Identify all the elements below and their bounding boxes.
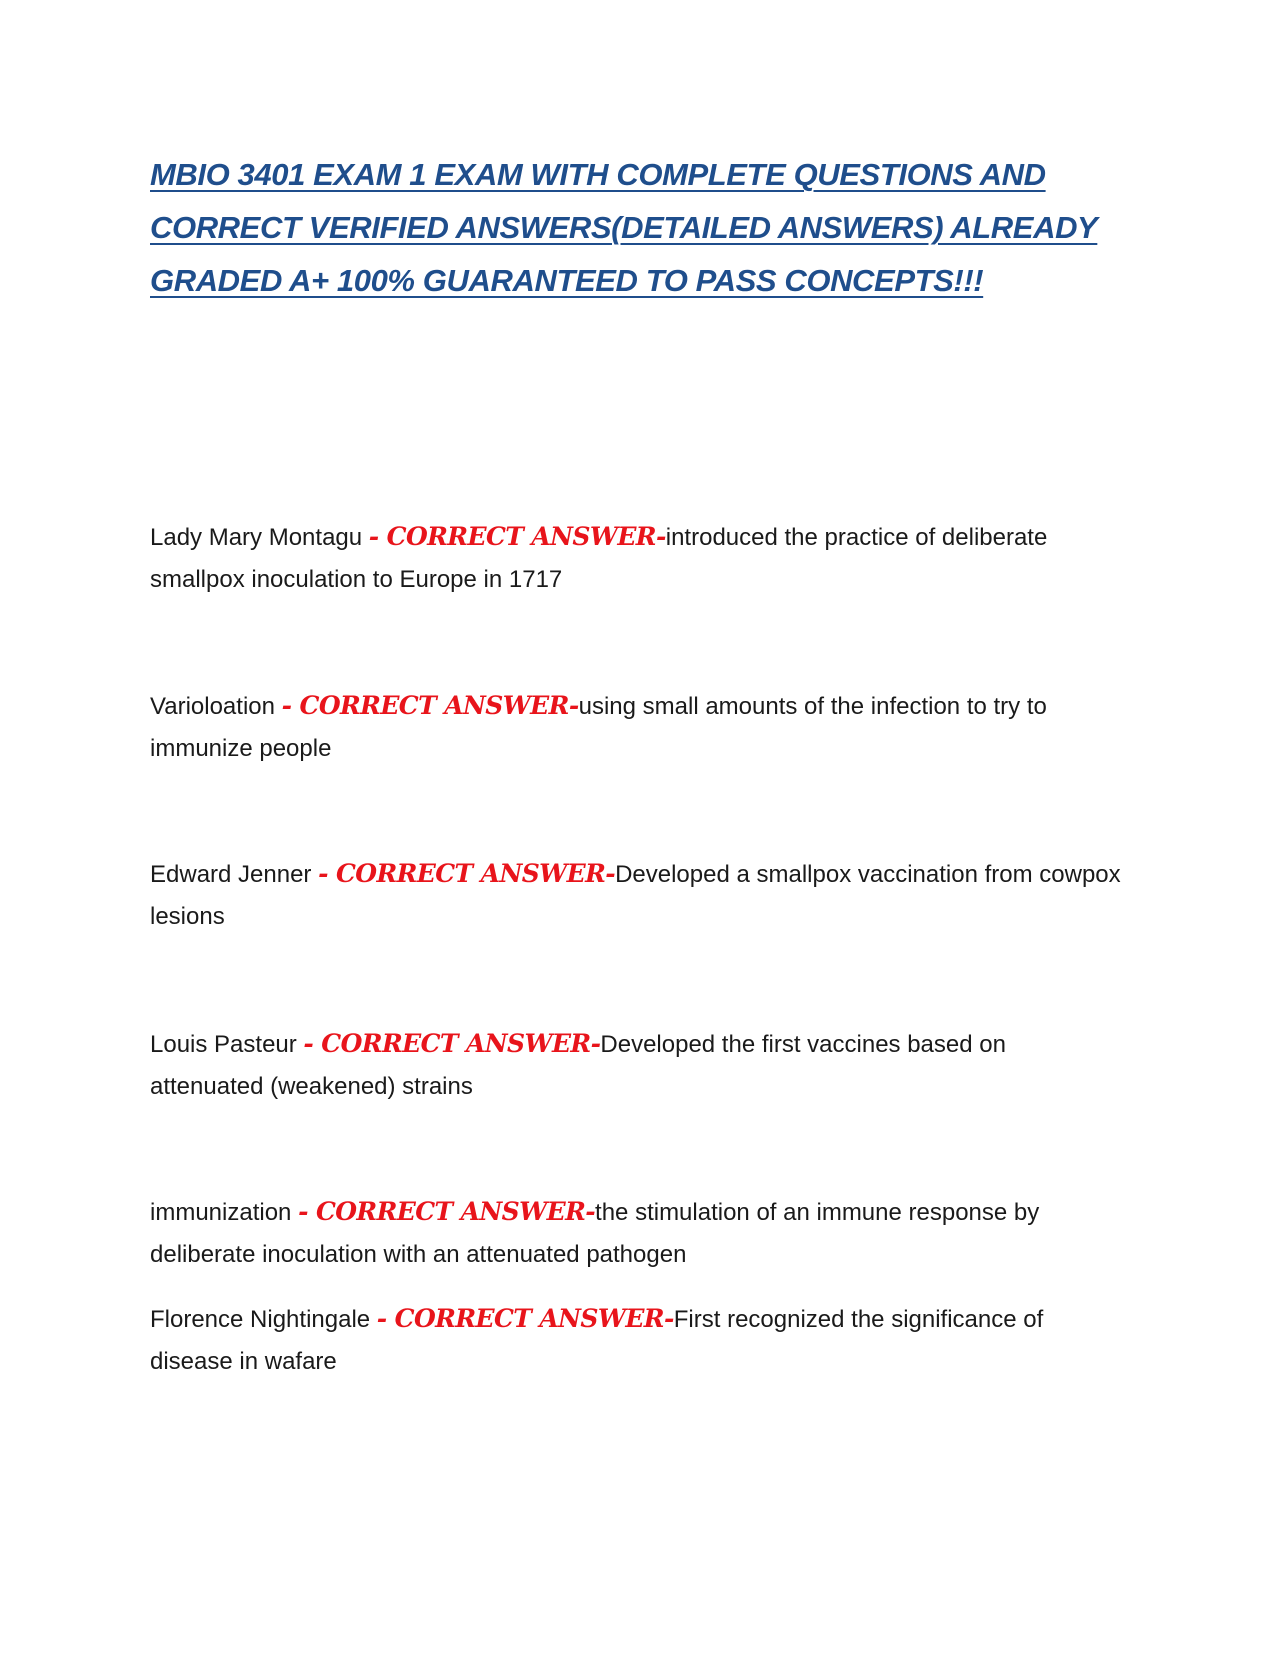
definition: Developed a smallpox vaccination from cowpox lesions	[150, 861, 1121, 930]
answer-separator: - CORRECT ANSWER-	[298, 1197, 596, 1226]
answer-separator: - CORRECT ANSWER-	[303, 1029, 601, 1058]
term: immunization	[150, 1199, 299, 1226]
qa-entry	[150, 853, 1125, 938]
answer-separator: - CORRECT ANSWER-	[281, 691, 579, 720]
definition: using small amounts of the infection to try to immunize people	[150, 693, 1047, 762]
definition: First recognized the significance of disease in wafare	[150, 1306, 1044, 1375]
qa-entry	[150, 685, 1125, 770]
qa-entry	[150, 1298, 1125, 1383]
definition: Developed the first vaccines based on attenuated (weakened) strains	[150, 1031, 1006, 1100]
answer-separator: - CORRECT ANSWER-	[318, 859, 616, 888]
definition: the stimulation of an immune response by deliberate inoculation with an attenuated pathogen	[150, 1199, 1040, 1268]
term: Lady Mary Montagu	[150, 524, 369, 551]
term: Florence Nightingale	[150, 1306, 377, 1333]
qa-entry	[150, 1191, 1125, 1276]
qa-entry	[150, 1023, 1125, 1108]
term: Louis Pasteur	[150, 1031, 304, 1058]
definition: introduced the practice of deliberate smallpox inoculation to Europe in 1717	[150, 524, 1048, 593]
qa-entry	[150, 516, 1125, 601]
answer-separator: - CORRECT ANSWER-	[368, 522, 666, 551]
answer-separator: - CORRECT ANSWER-	[376, 1304, 674, 1333]
document-title: MBIO 3401 EXAM 1 EXAM WITH COMPLETE QUESTIONS AND CORRECT VERIFIED ANSWERS(DETAILED ANSWERS) ALREADY GRADED A+ 100% GUARANTEED TO PASS CONCEPTS!!!	[150, 157, 1098, 298]
term: Edward Jenner	[150, 861, 319, 888]
term: Varioloation	[150, 693, 282, 720]
